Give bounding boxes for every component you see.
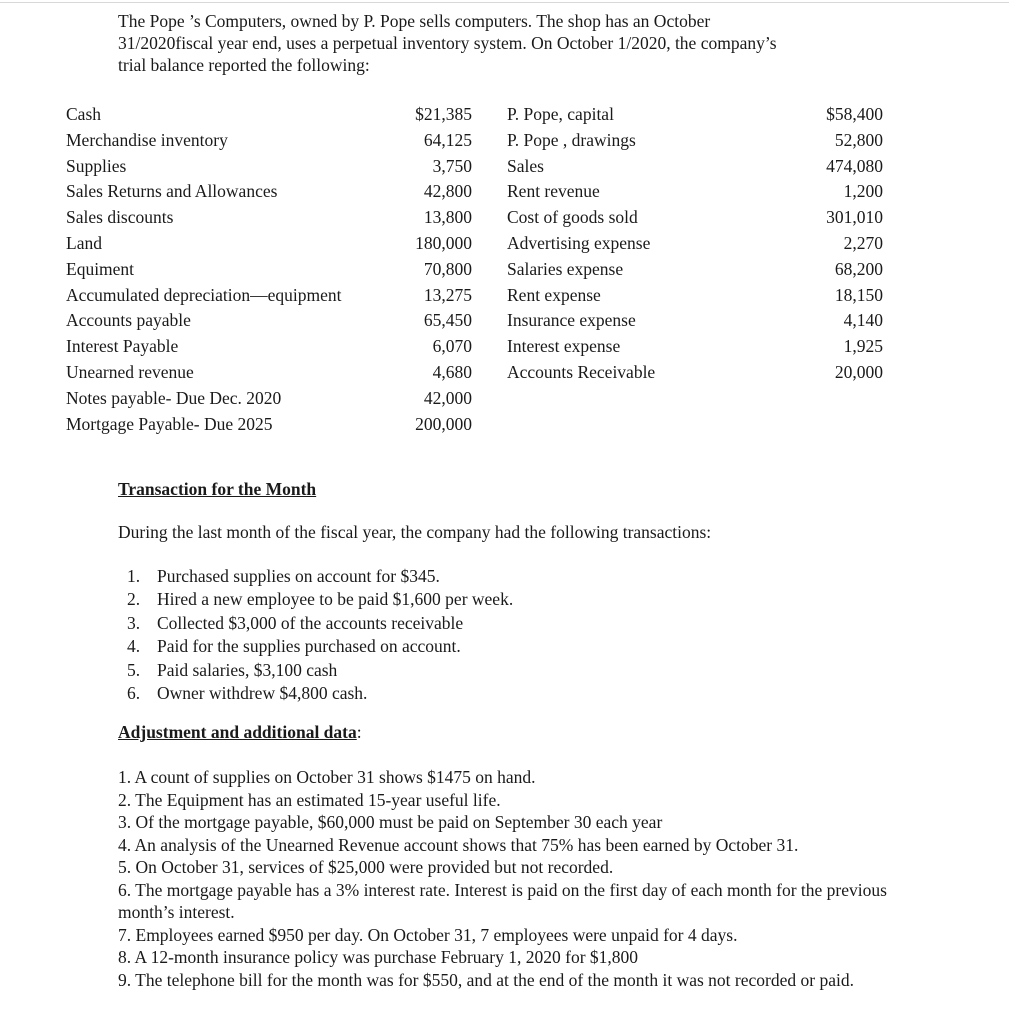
account-amount: 64,125 [423,129,472,150]
account-name: Land [66,232,102,253]
trial-balance-row [66,179,472,205]
account-name: Cost of goods sold [507,207,638,228]
account-name: Sales [507,155,544,176]
account-name: Interest expense [507,336,621,357]
trial-balance-row [66,128,472,154]
intro-line: trial balance reported the following: [118,55,370,75]
trial-balance-row [66,360,472,386]
account-name: Sales Returns and Allowances [66,181,278,202]
account-amount: 65,450 [423,310,472,331]
account-name: Advertising expense [507,232,651,253]
account-amount: 1,925 [843,336,883,357]
account-name: Sales discounts [66,207,174,228]
account-name: Rent revenue [507,181,600,202]
trial-balance-row [507,205,883,231]
list-text: Collected $3,000 of the accounts receivable [157,612,464,633]
account-amount: 20,000 [834,361,883,382]
account-amount: 1,200 [843,181,883,202]
trial-balance-row [507,179,883,205]
list-item: 2. The Equipment has an estimated 15-year useful life. [118,789,501,810]
intro-line: The Pope ’s Computers, owned by P. Pope sells computers. The shop has an October [118,11,711,31]
account-amount: 70,800 [423,258,472,279]
list-item: 7. Employees earned $950 per day. On October 31, 7 employees were unpaid for 4 days. [118,924,738,945]
trial-balance-row [66,308,472,334]
list-number: 6. [127,682,141,703]
account-name: Cash [66,104,101,124]
trial-balance-row [507,257,883,283]
trial-balance-row [66,412,472,438]
account-amount: 18,150 [834,284,883,305]
list-number: 4. [127,636,141,657]
top-divider [0,2,1009,3]
account-amount: 42,800 [423,181,472,202]
account-amount: 3,750 [432,155,472,176]
account-name: Accounts payable [66,310,191,331]
account-name: Salaries expense [507,258,624,279]
list-text: Hired a new employee to be paid $1,600 per week. [157,589,514,610]
trial-balance-row [66,231,472,257]
list-item: 4. An analysis of the Unearned Revenue account shows that 75% has been earned by October 31. [118,834,799,855]
account-name: Equiment [66,258,135,279]
account-name: Unearned revenue [66,361,194,382]
adjustments-heading-text: Adjustment and additional data [118,722,357,742]
list-text: Owner withdrew $4,800 cash. [157,682,368,703]
list-item: 6. The mortgage payable has a 3% interest rate. Interest is paid on the first day of each month for the previous month’s interest. [118,879,887,922]
list-item: 8. A 12-month insurance policy was purchase February 1, 2020 for $1,800 [118,947,639,967]
account-name: Accumulated depreciation—equipment [66,284,342,305]
account-amount: $58,400 [826,104,883,124]
account-name: Insurance expense [507,310,636,331]
trial-balance-row [66,334,472,360]
trial-balance-row [66,102,472,128]
account-amount: 474,080 [826,155,883,176]
account-amount: 42,000 [423,387,472,408]
account-name: Notes payable- Due Dec. 2020 [66,387,282,408]
account-name: Merchandise inventory [66,129,228,150]
trial-balance-row [66,154,472,180]
trial-balance-row [507,283,883,309]
list-number: 3. [127,612,141,633]
account-amount: $21,385 [415,104,472,124]
trial-balance-row [507,128,883,154]
trial-balance-row [507,231,883,257]
account-name: Rent expense [507,284,601,305]
list-item: 5. On October 31, services of $25,000 were provided but not recorded. [118,857,614,877]
account-amount: 200,000 [415,413,472,434]
trial-balance-row [507,334,883,360]
account-amount: 13,800 [423,207,472,228]
account-name: P. Pope , drawings [507,129,636,150]
transactions-intro: During the last month of the fiscal year, the company had the following transactions: [118,522,712,542]
list-item: 3. Of the mortgage payable, $60,000 must be paid on September 30 each year [118,812,663,832]
list-number: 1. [127,566,141,586]
adjustments-heading [118,721,362,743]
trial-balance-row [507,154,883,180]
adjustments-heading-colon: : [356,722,362,742]
list-number: 2. [127,589,141,610]
adjustments-list [118,766,908,991]
list-text: Paid salaries, $3,100 cash [157,659,338,680]
account-name: Accounts Receivable [507,361,656,382]
trial-balance-right-column [507,102,883,386]
intro-paragraph [118,10,898,76]
list-text: Purchased supplies on account for $345. [157,566,440,586]
transactions-heading: Transaction for the Month [118,479,317,499]
list-item: 1. A count of supplies on October 31 shows $1475 on hand. [118,767,536,787]
list-item: 9. The telephone bill for the month was for $550, and at the end of the month it was not recorded or paid. [118,969,854,990]
account-amount: 52,800 [834,129,883,150]
account-name: P. Pope, capital [507,104,614,124]
trial-balance-row [66,283,472,309]
account-amount: 6,070 [432,336,472,357]
account-name: Supplies [66,155,127,176]
account-amount: 4,680 [432,361,472,382]
account-amount: 4,140 [843,310,883,331]
account-amount: 301,010 [826,207,883,228]
account-name: Mortgage Payable- Due 2025 [66,413,273,434]
trial-balance-row [66,257,472,283]
account-amount: 68,200 [834,258,883,279]
trial-balance-row [66,386,472,412]
list-number: 5. [127,659,141,680]
account-amount: 2,270 [843,232,883,253]
account-amount: 13,275 [423,284,472,305]
trial-balance-row [66,205,472,231]
list-text: Paid for the supplies purchased on account. [157,636,461,657]
account-amount: 180,000 [415,232,472,253]
account-name: Interest Payable [66,336,179,357]
trial-balance-row [507,102,883,128]
trial-balance-row [507,360,883,386]
trial-balance-left-column [66,102,472,437]
intro-line: 31/2020fiscal year end, uses a perpetual inventory system. On October 1/2020, the company’s [118,33,777,53]
trial-balance-row [507,308,883,334]
